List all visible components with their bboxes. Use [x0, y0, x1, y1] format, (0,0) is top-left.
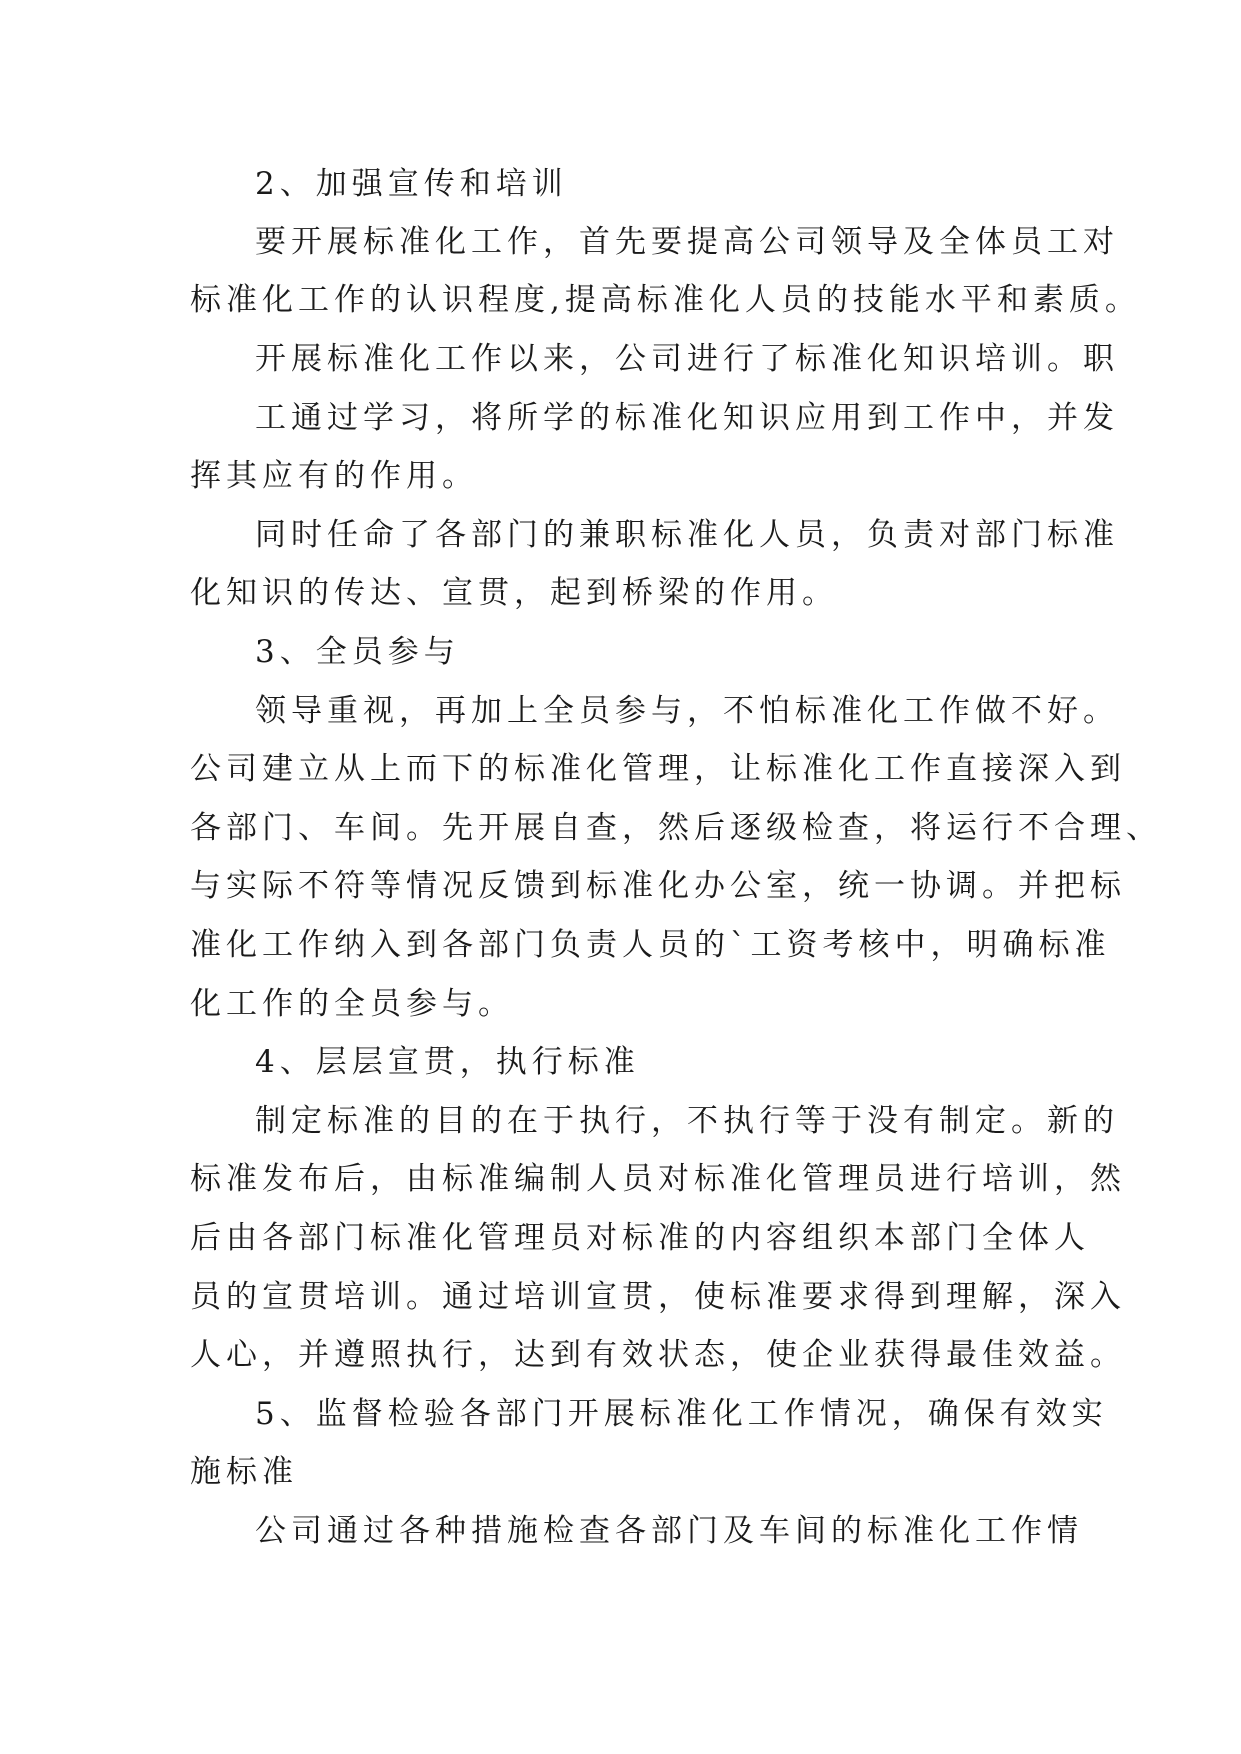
text-line: 施标准 — [190, 1454, 298, 1490]
text-line: 准化工作纳入到各部门负责人员的`工资考核中，明确标准 — [190, 927, 1111, 963]
text-line: 化知识的传达、宣贯，起到桥梁的作用。 — [190, 575, 838, 611]
text-line: 员的宣贯培训。通过培训宣贯，使标准要求得到理解，深入 — [190, 1279, 1126, 1315]
text-line: 各部门、车间。先开展自查，然后逐级检查，将运行不合理、 — [190, 810, 1162, 846]
text-line: 要开展标准化工作，首先要提高公司领导及全体员工对 — [255, 224, 1119, 260]
text-line: 领导重视，再加上全员参与，不怕标准化工作做不好。 — [255, 693, 1119, 729]
section-heading-3: 3、全员参与 — [255, 634, 460, 670]
text-line: 挥其应有的作用。 — [190, 458, 478, 494]
section-heading-5: 5、监督检验各部门开展标准化工作情况，确保有效实 — [255, 1396, 1108, 1432]
text-line: 开展标准化工作以来，公司进行了标准化知识培训。职 — [255, 341, 1119, 377]
text-line: 公司通过各种措施检查各部门及车间的标准化工作情 — [255, 1513, 1083, 1549]
text-line: 化工作的全员参与。 — [190, 986, 514, 1022]
text-line: 同时任命了各部门的兼职标准化人员，负责对部门标准 — [255, 517, 1119, 553]
text-line: 人心，并遵照执行，达到有效状态，使企业获得最佳效益。 — [190, 1337, 1126, 1373]
section-heading-4: 4、层层宣贯，执行标准 — [255, 1044, 640, 1080]
text-line: 公司建立从上而下的标准化管理，让标准化工作直接深入到 — [190, 751, 1126, 787]
text-line: 后由各部门标准化管理员对标准的内容组织本部门全体人 — [190, 1220, 1090, 1256]
section-heading-2: 2、加强宣传和培训 — [255, 166, 568, 202]
text-line: 标准化工作的认识程度,提高标准化人员的技能水平和素质。 — [190, 282, 1141, 318]
text-line: 制定标准的目的在于执行，不执行等于没有制定。新的 — [255, 1103, 1119, 1139]
text-line: 工通过学习，将所学的标准化知识应用到工作中，并发 — [255, 400, 1119, 436]
text-line: 与实际不符等情况反馈到标准化办公室，统一协调。并把标 — [190, 868, 1126, 904]
text-line: 标准发布后，由标准编制人员对标准化管理员进行培训，然 — [190, 1161, 1126, 1197]
